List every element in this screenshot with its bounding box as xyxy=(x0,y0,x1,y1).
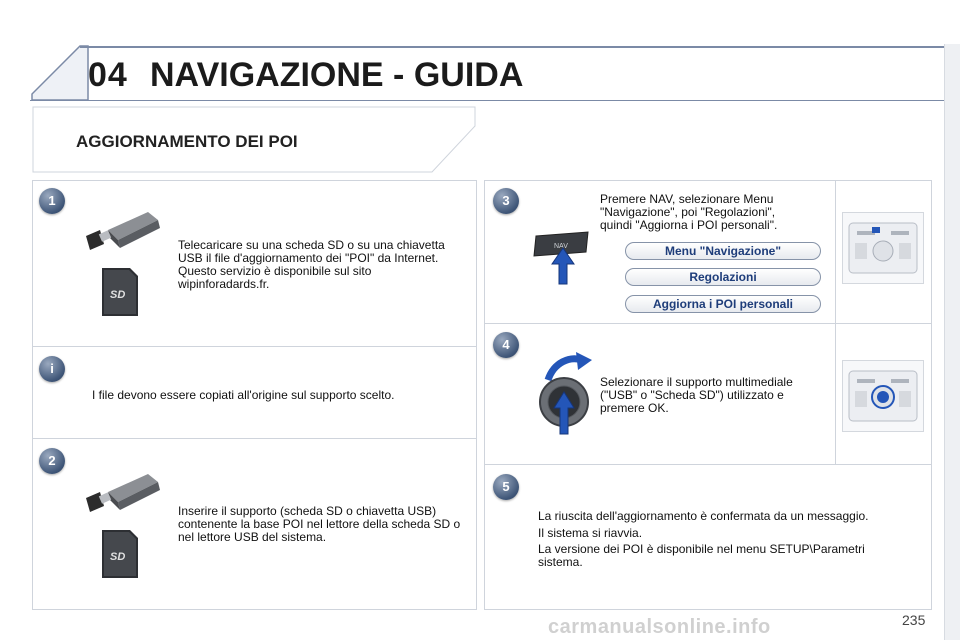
radio-console-icon xyxy=(842,212,924,284)
divider xyxy=(835,181,836,464)
divider xyxy=(32,438,476,439)
info-text: I file devono essere copiati all'origine sul supporto scelto. xyxy=(92,388,395,402)
step-4-badge: 4 xyxy=(493,332,519,358)
header-bottom-rule xyxy=(30,100,944,101)
sd-card-icon xyxy=(100,528,140,580)
step-3-text: Premere NAV, selezionare Menu "Navigazione", poi "Regolazioni", quindi "Aggiorna i POI personali". xyxy=(600,192,778,232)
info-badge: i xyxy=(39,356,65,382)
step-2-text: Inserire il supporto (scheda SD o chiavetta USB) contenente la base POI nel lettore della scheda SD o nel lettore USB del sistema. xyxy=(178,504,461,544)
step-5-line-3: La versione dei POI è disponibile nel menu SETUP\Parametri sistema. xyxy=(538,542,865,569)
nav-button-icon xyxy=(530,228,594,288)
step-5-badge: 5 xyxy=(493,474,519,500)
header-rule xyxy=(80,46,944,48)
svg-text:SD: SD xyxy=(110,551,126,563)
step-5-line-1: La riuscita dell'aggiornamento è confermata da un messaggio. xyxy=(538,509,869,523)
regolazioni-option[interactable]: Regolazioni xyxy=(625,268,821,286)
curved-arrow-icon xyxy=(548,359,582,380)
sd-card-icon xyxy=(100,266,140,318)
chapter-title: NAVIGAZIONE - GUIDA xyxy=(150,56,524,94)
divider xyxy=(484,323,931,324)
divider xyxy=(32,346,476,347)
divider xyxy=(484,464,931,465)
chapter-number: 04 xyxy=(88,56,128,94)
menu-navigazione-option[interactable]: Menu "Navigazione" xyxy=(625,242,821,260)
step-1-badge: 1 xyxy=(39,188,65,214)
watermark: carmanualsonline.info xyxy=(548,616,771,638)
step-3-badge: 3 xyxy=(493,188,519,214)
header-corner-shape xyxy=(30,44,90,102)
step-1-text: Telecaricare su una scheda SD o su una chiavetta USB il file d'aggiornamento dei "POI" da Internet. Questo servizio è disponibile sul sito wipinforadards.fr. xyxy=(178,238,445,291)
step-2-badge: 2 xyxy=(39,448,65,474)
usb-stick-icon xyxy=(82,468,162,516)
page-number: 235 xyxy=(902,612,926,628)
usb-stick-icon xyxy=(82,206,162,254)
step-5-line-2: Il sistema si riavvia. xyxy=(538,526,643,540)
nav-button-label: NAV xyxy=(554,243,568,250)
aggiorna-poi-option[interactable]: Aggiorna i POI personali xyxy=(625,295,821,313)
svg-text:SD: SD xyxy=(110,289,126,301)
right-margin-band xyxy=(944,44,960,640)
section-title: AGGIORNAMENTO DEI POI xyxy=(76,132,298,151)
ok-knob-icon xyxy=(530,350,610,436)
radio-console-icon xyxy=(842,360,924,432)
step-4-text: Selezionare il supporto multimediale ("USB" o "Scheda SD") utilizzato e premere OK. xyxy=(600,375,793,415)
